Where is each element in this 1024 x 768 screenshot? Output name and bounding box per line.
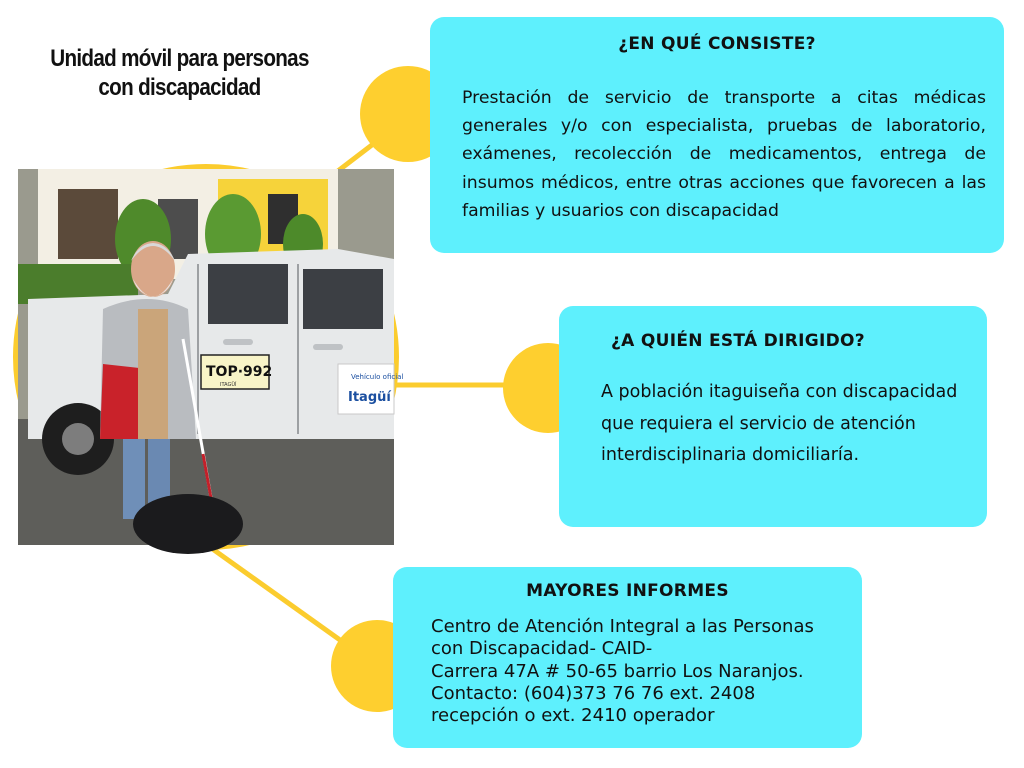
door-sign-text-2: Itagüí [348,390,391,405]
photo-illustration [18,169,404,545]
title-line-1: Unidad móvil para personas [50,45,309,72]
card-informes [393,567,862,748]
informes-line: con Discapacidad- CAID- [431,638,653,660]
card-informes-heading: MAYORES INFORMES [526,581,729,601]
informes-line: Contacto: (604)373 76 76 ext. 2408 [431,682,756,704]
informes-line: Centro de Atención Integral a las Personas [431,616,814,637]
card-informes-body [431,616,814,727]
card-que-consiste-body: Prestación de servicio de transporte a citas médicas generales y/o con especialista, pruebas de laboratorio, exámenes, recolección de medicamentos, entrega de insumos médicos, entre otras acciones que favorecen a las familias y usuarios con discapacidad [462,88,986,221]
door-sign-text-1: Vehículo oficial [351,373,404,381]
card-a-quien-body: A población itaguiseña con discapacidad que requiera el servicio de atención interdisciplinaria domiciliaría. [601,382,958,465]
informes-line: recepción o ext. 2410 operador [431,705,715,727]
informes-line: Carrera 47A # 50-65 barrio Los Naranjos. [431,660,804,682]
card-que-consiste [430,17,1004,253]
card-a-quien [559,306,987,527]
card-a-quien-heading: ¿A QUIÉN ESTÁ DIRIGIDO? [611,331,865,351]
title-line-2: con discapacidad [98,74,261,101]
photo-circle [13,164,404,550]
license-plate-text: TOP·992 [206,364,273,380]
card-que-consiste-heading: ¿EN QUÉ CONSISTE? [618,34,816,54]
license-plate-city: ITAGÜÍ [220,382,237,388]
